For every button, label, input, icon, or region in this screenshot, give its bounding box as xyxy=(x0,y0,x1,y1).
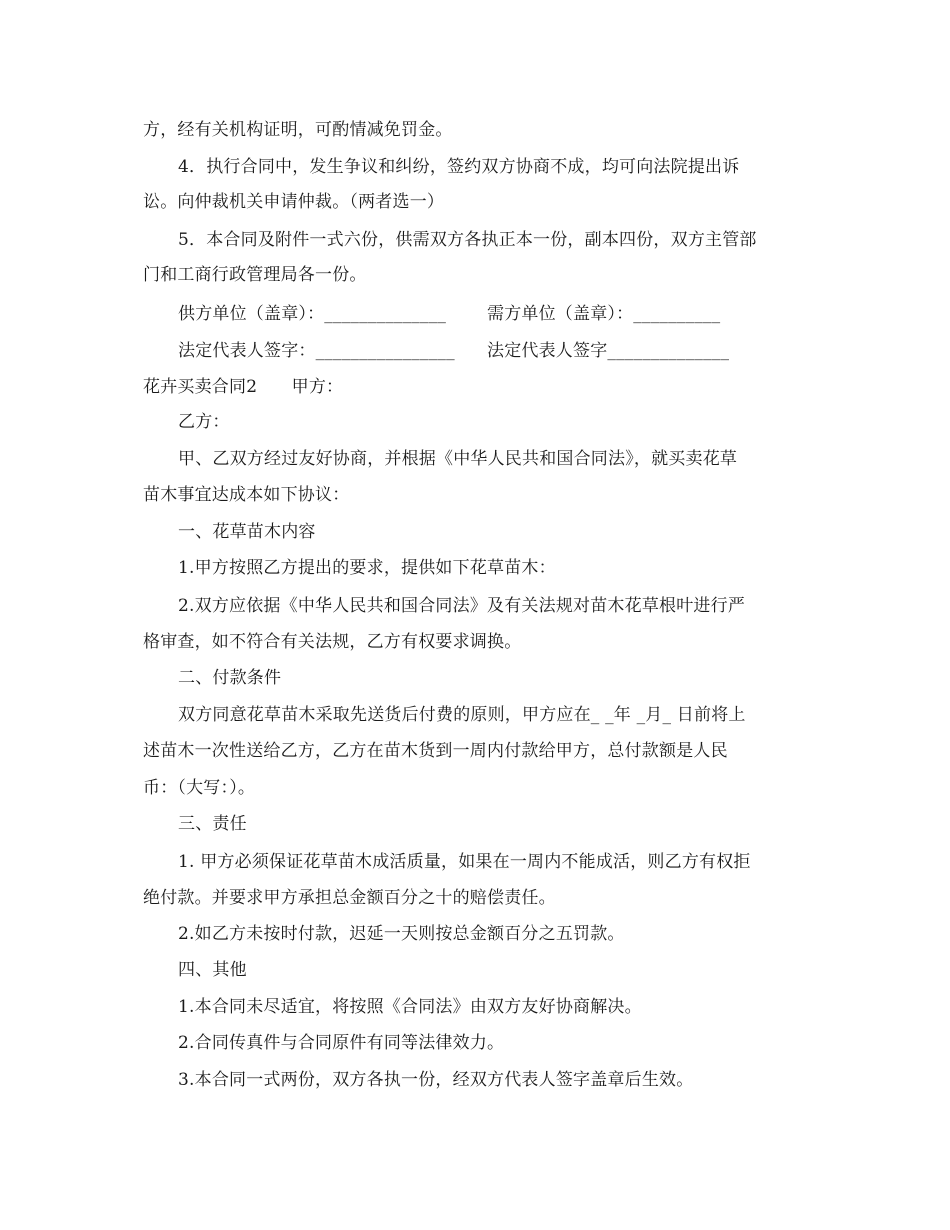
section-4-item-2: 2.合同传真件与合同原件有同等法律效力。 xyxy=(178,1033,505,1053)
agreement-intro-line-cont: 苗木事宜达成本如下协议： xyxy=(143,485,350,505)
section-1-item-2: 2.双方应依据《中华人民共和国合同法》及有关法规对苗木花草根叶进行严 xyxy=(178,596,746,616)
section-3-item-2: 2.如乙方未按时付款，迟延一天则按总金额百分之五罚款。 xyxy=(178,924,625,944)
section-3-item-1: 1. 甲方必须保证花草苗木成活质量，如果在一周内不能成活，则乙方有权拒 xyxy=(178,852,751,872)
section-4-item-1: 1.本合同未尽适宜，将按照《合同法》由双方友好协商解决。 xyxy=(178,997,642,1017)
section-2-text: 双方同意花草苗木采取先送货后付费的原则，甲方应在_ _年 _月_ 日前将上 xyxy=(178,705,746,725)
section-4-item-3: 3.本合同一式两份，双方各执一份，经双方代表人签字盖章后生效。 xyxy=(178,1070,694,1090)
buyer-representative-line: 法定代表人签字______________ xyxy=(487,341,730,361)
section-2-heading: 二、付款条件 xyxy=(178,668,282,688)
buyer-seal-line: 需方单位（盖章）：__________ xyxy=(487,304,721,324)
section-1-item-2-cont: 格审查，如不符合有关法规，乙方有权要求调换。 xyxy=(143,632,522,652)
section-4-heading: 四、其他 xyxy=(178,960,247,980)
agreement-intro-line: 甲、乙双方经过友好协商，并根据《中华人民共和国合同法》，就买卖花草 xyxy=(178,449,738,469)
clause-5-line-cont: 门和工商行政管理局各一份。 xyxy=(143,265,367,285)
paragraph-line: 方，经有关机构证明，可酌情减免罚金。 xyxy=(143,120,453,140)
clause-5-line: 5．本合同及附件一式六份，供需双方各执正本一份，副本四份，双方主管部 xyxy=(178,230,757,250)
section-2-text-cont: 述苗木一次性送给乙方，乙方在苗木货到一周内付款给甲方，总付款额是人民 xyxy=(143,741,728,761)
party-b-line: 乙方： xyxy=(178,412,230,432)
clause-4-line: 4．执行合同中，发生争议和纠纷，签约双方协商不成，均可向法院提出诉 xyxy=(178,157,740,177)
supplier-seal-line: 供方单位（盖章）：______________ xyxy=(178,304,447,324)
section-1-heading: 一、花草苗木内容 xyxy=(178,522,316,542)
section-3-item-1-cont: 绝付款。并要求甲方承担总金额百分之十的赔偿责任。 xyxy=(143,888,556,908)
contract-2-title: 花卉买卖合同2 甲方： xyxy=(143,377,344,397)
section-3-heading: 三、责任 xyxy=(178,814,247,834)
section-2-text-end: 币：（大写：）。 xyxy=(143,778,256,798)
clause-4-line-cont: 讼。向仲裁机关申请仲裁。（两者选一） xyxy=(143,192,445,212)
supplier-representative-line: 法定代表人签字：________________ xyxy=(178,341,455,361)
section-1-item-1: 1.甲方按照乙方提出的要求，提供如下花草苗木： xyxy=(178,558,556,578)
